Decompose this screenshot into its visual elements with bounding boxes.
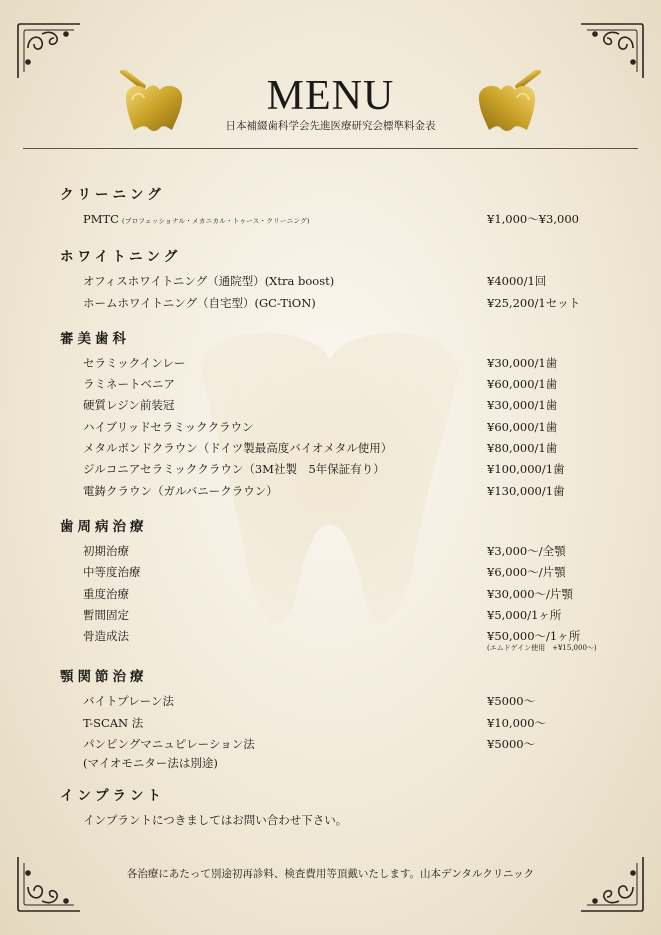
item-price: ¥60,000/1歯	[487, 419, 558, 434]
ornament-corner-icon	[14, 20, 84, 80]
item-name	[60, 734, 487, 771]
section-title: 歯周病治療	[60, 518, 148, 535]
header-divider	[23, 148, 638, 149]
item-price-text: ¥50,000～/1ヶ所	[487, 629, 581, 644]
item-price: ¥10,000～	[487, 715, 547, 730]
menu-item	[60, 271, 620, 292]
item-price: ¥80,000/1歯	[487, 441, 558, 456]
item-price: ¥25,200/1セット	[487, 295, 581, 310]
item-name: ホームホワイトニング（自宅型）(GC-TiON)	[83, 295, 316, 310]
item-name: 重度治療	[83, 586, 129, 601]
menu-item	[60, 541, 620, 562]
menu-item	[60, 691, 620, 712]
section-title: 顎関節治療	[60, 669, 148, 686]
menu-item	[60, 734, 620, 771]
menu-item	[60, 481, 620, 502]
menu-item	[60, 353, 620, 374]
menu-item	[60, 584, 620, 605]
section-aesthetic	[60, 328, 620, 502]
menu-item	[60, 395, 620, 416]
section-implant	[60, 785, 620, 831]
item-name: 骨造成法	[83, 629, 129, 644]
item-name: 中等度治療	[83, 565, 141, 580]
item-note: (プロフェッショナル・メカニカル・トゥース・クリーニング)	[121, 217, 310, 225]
menu-item	[60, 626, 620, 652]
section-title: ホワイトニング	[60, 249, 182, 266]
item-price: ¥60,000/1歯	[487, 377, 558, 392]
section-tmj	[60, 666, 620, 771]
item-name: 暫間固定	[83, 607, 129, 622]
item-name: ジルコニアセラミッククラウン（3M社製 5年保証有り）	[83, 462, 385, 477]
menu-item	[60, 459, 620, 480]
item-name: T-SCAN 法	[83, 715, 144, 730]
item-name: メタルボンドクラウン（ドイツ製最高度バイオメタル使用）	[83, 441, 393, 456]
menu-item	[60, 209, 620, 232]
menu-item	[60, 713, 620, 734]
ornament-corner-icon	[14, 855, 84, 915]
menu-content	[60, 184, 620, 845]
item-price: ¥100,000/1歯	[487, 462, 565, 477]
item-name: ハイブリッドセラミッククラウン	[83, 419, 254, 434]
page-header	[0, 72, 661, 133]
ornament-corner-icon	[577, 20, 647, 80]
item-price: ¥6,000～/片顎	[487, 565, 566, 580]
menu-item	[60, 562, 620, 583]
item-name-text: PMTC	[83, 212, 119, 226]
menu-item	[60, 417, 620, 438]
item-name: ラミネートベニア	[83, 377, 175, 392]
item-price: ¥30,000/1歯	[487, 355, 558, 370]
item-price: ¥3,000～/全顎	[487, 543, 566, 558]
section-title: 審美歯科	[60, 330, 130, 347]
section-text: インプラントにつきましてはお問い合わせ下さい。	[83, 813, 348, 828]
item-name: バイトプレーン法	[83, 694, 174, 709]
item-price: ¥30,000/1歯	[487, 398, 558, 413]
page-title: MENU	[266, 73, 395, 119]
menu-item	[60, 605, 620, 626]
item-price: ¥5000～	[487, 694, 536, 709]
item-price: ¥4000/1回	[487, 274, 547, 289]
item-price	[487, 626, 620, 652]
item-name: セラミックインレー	[83, 355, 186, 370]
ornament-corner-icon	[577, 855, 647, 915]
item-name-text: パンピングマニュピレーション法	[83, 737, 255, 752]
item-name-note: (マイオモニター法は別途)	[83, 756, 218, 771]
footer-note: 各治療にあたって別途初再診料、検査費用等頂戴いたします。山本デンタルクリニック	[126, 868, 535, 880]
page-subtitle: 日本補綴歯科学会先進医療研究会標準料金表	[225, 120, 436, 132]
item-price: ¥5,000/1ヶ所	[487, 607, 562, 622]
item-price: ¥1,000～¥3,000	[487, 212, 579, 226]
menu-item	[60, 293, 620, 314]
item-price: ¥130,000/1歯	[487, 483, 565, 498]
price-note: (エムドゲイン使用 +¥15,000～)	[487, 644, 597, 653]
section-title: インプラント	[60, 788, 165, 805]
section-cleaning	[60, 184, 620, 232]
item-name	[60, 209, 487, 232]
menu-item	[60, 438, 620, 459]
section-title: クリーニング	[60, 187, 165, 203]
item-price: ¥30,000～/片顎	[487, 586, 573, 601]
section-whitening	[60, 246, 620, 314]
item-name: オフィスホワイトニング（通院型）(Xtra boost)	[83, 274, 335, 289]
item-price: ¥5000～	[487, 737, 536, 752]
item-name: 電鋳クラウン（ガルバニークラウン）	[83, 483, 278, 498]
item-name: 初期治療	[83, 543, 129, 558]
item-name: 硬質レジン前装冠	[83, 398, 175, 413]
menu-item	[60, 374, 620, 395]
section-periodontal	[60, 516, 620, 652]
